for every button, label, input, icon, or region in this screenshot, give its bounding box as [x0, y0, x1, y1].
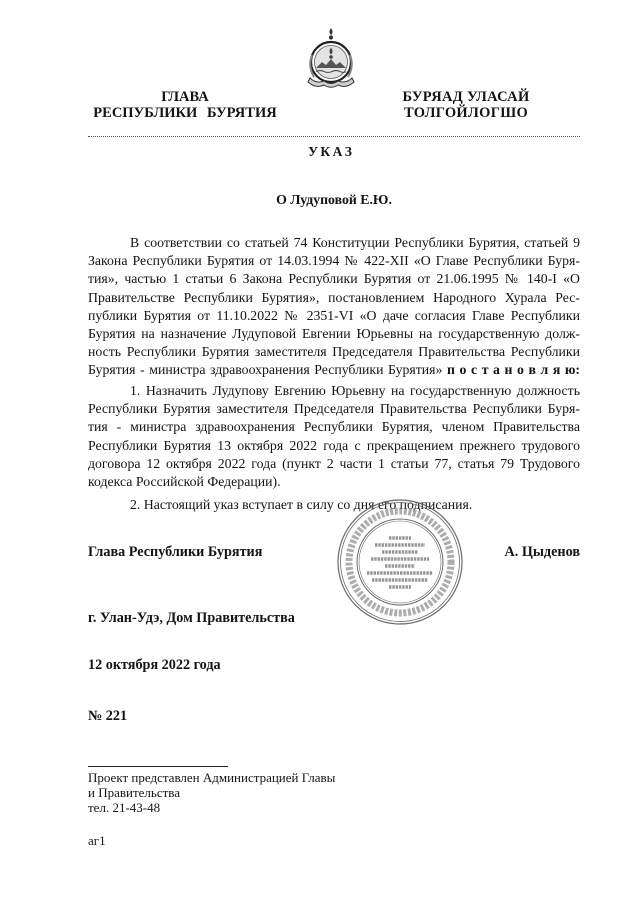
paragraph-2-line: Республики Бурятия 13 октября 2022 года с прекращением прежнего трудового [88, 437, 580, 453]
paragraph-1-line-text: Бурятия - министра здравоохранения Республики Бурятия» [88, 362, 443, 378]
paragraph-1-line: публики Бурятия от 11.10.2022 № 2351-VI «О даче согласия Главе Республики [88, 307, 580, 323]
document-subject: О Лудуповой Е.Ю. [276, 192, 392, 207]
official-stamp-icon [336, 498, 464, 631]
header-right-line-1: БУРЯАД УЛАСАЙ [402, 89, 530, 105]
paragraph-1-line: Закона Республики Бурятия от 14.03.1994 № 422-XII «О Главе Республики Буря- [88, 253, 580, 269]
paragraph-2-line: договора 12 октября 2022 года (пункт 2 части 1 статьи 77, статья 79 Трудового [88, 455, 580, 471]
header-right [386, 89, 546, 121]
header-divider [88, 136, 580, 137]
paragraph-1-line: Бурятия на назначение Лудуповой Евгении Юрьевны на государственную долж- [88, 325, 580, 341]
header-left-line-2: РЕСПУБЛИКИ БУРЯТИЯ [93, 105, 277, 121]
header-right-line-2: ТОЛГОЙЛОГШО [403, 105, 529, 121]
paragraph-3-line: 2. Настоящий указ вступает в силу со дня его подписания. [130, 497, 473, 512]
document-title: У К А З [308, 144, 352, 159]
document-code: аг1 [88, 833, 106, 848]
paragraph-2-line: тия - министра здравоохранения Республики Бурятия, членом Правительства [88, 419, 580, 435]
paragraph-1-line: В соответствии со статьей 74 Конституции Республики Бурятия, статьей 9 [130, 235, 580, 250]
signing-date: 12 октября 2022 года [88, 657, 221, 673]
header-left [82, 89, 288, 121]
footer-line: и Правительства [88, 785, 181, 800]
paragraph-2 [88, 382, 580, 491]
footer-note [88, 770, 335, 815]
signatory-name: А. Цыденов [504, 544, 580, 560]
signatory-position: Глава Республики Бурятия [88, 544, 263, 560]
signature-row [88, 544, 580, 560]
paragraph-1-line: ность Республики Бурятия заместителя Председателя Правительства Республики [88, 344, 580, 360]
paragraph-1-line: тия», частью 1 статьи 6 Закона Республики Бурятия от 21.06.1995 № 140-I «О [88, 271, 580, 287]
paragraph-3 [88, 496, 580, 514]
paragraph-1-line: Правительстве Республики Бурятия», постановлением Народного Хурала Рес- [88, 289, 580, 305]
coat-of-arms-icon [302, 26, 360, 95]
paragraph-1 [88, 234, 580, 380]
header-left-line-1: ГЛАВА [161, 89, 209, 105]
signing-place: г. Улан-Удэ, Дом Правительства [88, 610, 295, 626]
paragraph-2-line: кодекса Российской Федерации). [88, 473, 281, 489]
paragraph-2-line: 1. Назначить Лудупову Евгению Юрьевну на государственную должность [130, 383, 580, 398]
footer-line: тел. 21-43-48 [88, 800, 161, 815]
decree-number: № 221 [88, 708, 128, 724]
resolution-word: п о с т а н о в л я ю: [447, 362, 581, 378]
paragraph-2-line: Республики Бурятия заместителя Председателя Правительства Республики Буря- [88, 401, 580, 417]
footer-divider [88, 766, 228, 767]
paragraph-1-last-line [88, 361, 580, 379]
footer-line: Проект представлен Администрацией Главы [88, 770, 336, 785]
